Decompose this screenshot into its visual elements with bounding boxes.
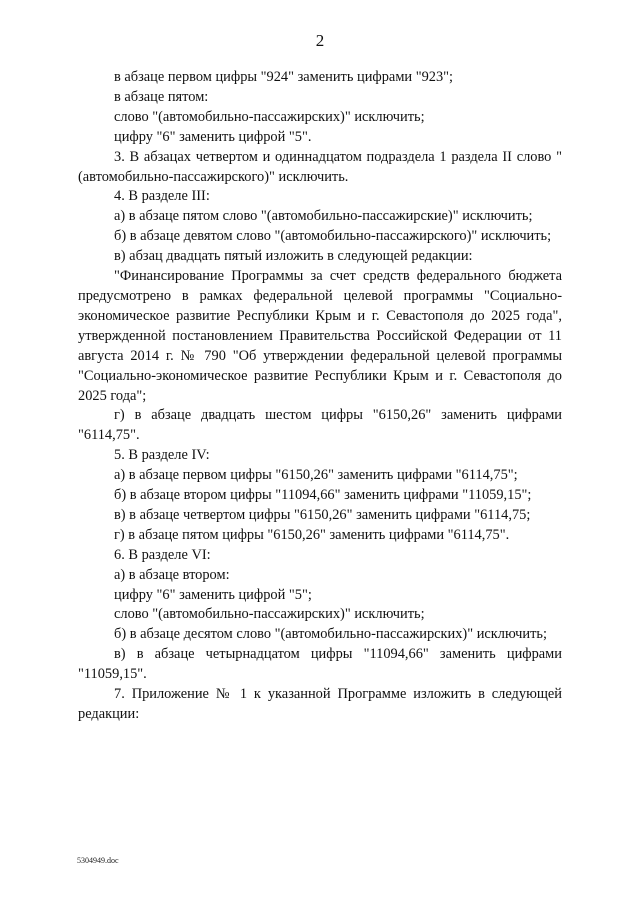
paragraph: в абзаце пятом:	[114, 88, 209, 105]
paragraph: б) в абзаце девятом слово "(автомобильно-пассажирского)" исключить;	[114, 228, 552, 245]
paragraph: а) в абзаце втором:	[114, 566, 230, 583]
paragraph: б) в абзаце втором цифры "11094,66" заменить цифрами "11059,15";	[114, 487, 532, 504]
document-file-id: 5304949.doc	[77, 856, 119, 865]
paragraph: в абзаце первом цифры "924" заменить цифрами "923";	[114, 69, 454, 85]
paragraph: б) в абзаце десятом слово "(автомобильно-пассажирских)" исключить;	[114, 626, 547, 643]
paragraph: в) абзац двадцать пятый изложить в следующей редакции:	[114, 248, 473, 265]
paragraph: 3. В абзацах четвертом и одиннадцатом подраздела 1 раздела II слово "(автомобильно-пассажирского)" исключить.	[78, 148, 562, 185]
paragraph: 6. В разделе VI:	[114, 546, 211, 563]
paragraph: цифру "6" заменить цифрой "5";	[114, 586, 312, 603]
paragraph: слово "(автомобильно-пассажирских)" исключить;	[114, 108, 425, 125]
paragraph: 7. Приложение № 1 к указанной Программе изложить в следующей редакции:	[78, 686, 562, 722]
paragraph: в) в абзаце четвертом цифры "6150,26" заменить цифрами "6114,75;	[114, 506, 531, 523]
paragraph: в) в абзаце четырнадцатом цифры "11094,66" заменить цифрами "11059,15".	[78, 646, 562, 683]
paragraph: слово "(автомобильно-пассажирских)" исключить;	[114, 606, 425, 623]
paragraph: "Финансирование Программы за счет средств федерального бюджета предусмотрено в рамках федеральной целевой программы "Социально-экономическое развитие Республики Крым и г. Севастополя до 2025 года", утвержденной постановлением Правительства Российской Федерации от 11 августа 2014 г. № 790 "Об утверждении федеральной целевой программы "Социально-экономическое развитие Республики Крым и г. Севастополя до 2025 года";	[78, 268, 562, 404]
paragraph: г) в абзаце двадцать шестом цифры "6150,26" заменить цифрами "6114,75".	[78, 407, 562, 444]
paragraph: 5. В разделе IV:	[114, 447, 210, 464]
paragraph: а) в абзаце пятом слово "(автомобильно-пассажирские)" исключить;	[114, 208, 533, 225]
paragraph: 4. В разделе III:	[114, 188, 210, 205]
paragraph: а) в абзаце первом цифры "6150,26" заменить цифрами "6114,75";	[114, 467, 518, 484]
document-body	[78, 68, 562, 725]
page-number: 2	[315, 31, 325, 50]
paragraph: цифру "6" заменить цифрой "5".	[114, 128, 312, 145]
paragraph: г) в абзаце пятом цифры "6150,26" заменить цифрами "6114,75".	[114, 526, 510, 543]
